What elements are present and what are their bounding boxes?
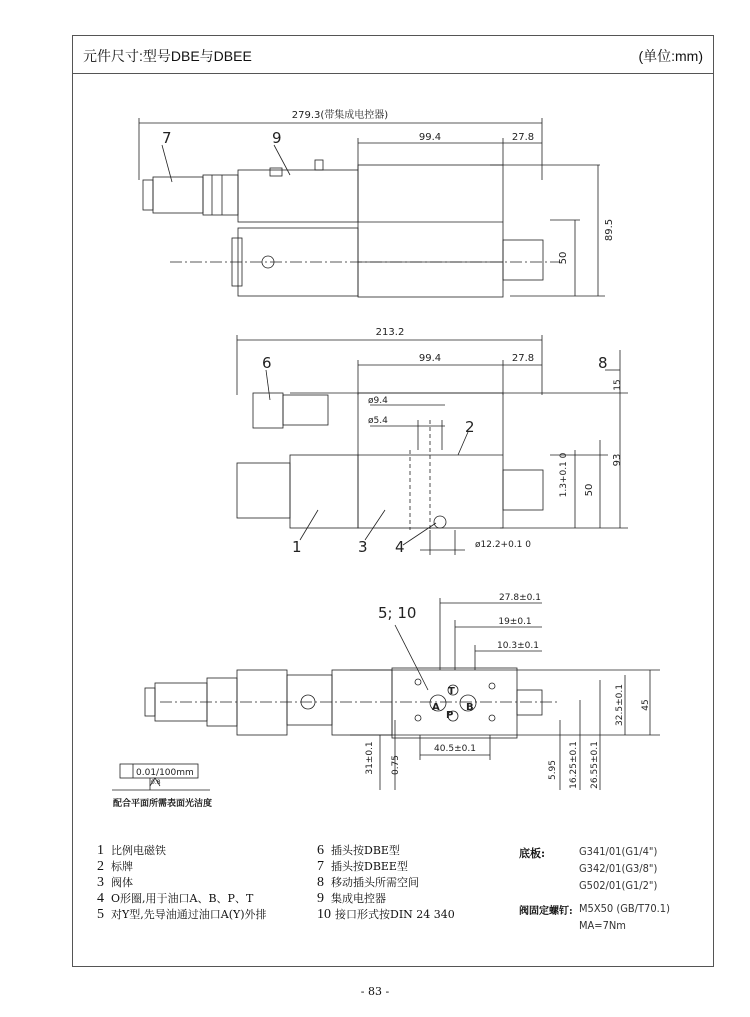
dim-overall: 279.3(带集成电控器) xyxy=(291,110,389,121)
torque-value: MA=7Nm xyxy=(579,919,626,932)
dim-99-4-mid: 99.4 xyxy=(418,353,442,364)
dim-5-95: 5.95 xyxy=(548,759,558,781)
screw-label: 阀固定螺钉: xyxy=(519,906,573,917)
dim-27-8-top: 27.8 xyxy=(511,132,535,143)
legend-item: 10 接口形式按DIN 24 340 xyxy=(317,907,455,922)
surface-note: 配合平面所需表面光洁度 xyxy=(113,799,213,809)
legend-item: 5 对Y型,先导油通过油口A(Y)外排 xyxy=(97,907,267,922)
legend-item: 8 移动插头所需空间 xyxy=(317,875,419,890)
dim-27-8-mid: 27.8 xyxy=(511,353,535,364)
dim-27-8-pm: 27.8±0.1 xyxy=(499,593,541,603)
dim-19: 19±0.1 xyxy=(498,617,532,627)
plate-value: G502/01(G1/2") xyxy=(579,879,658,892)
dim-32-5: 32.5±0.1 xyxy=(615,684,625,726)
dim-10-3: 10.3±0.1 xyxy=(497,641,539,651)
callout-4: 4 xyxy=(395,538,405,556)
legend-item: 1 比例电磁铁 xyxy=(97,843,166,858)
legend-item: 6 插头按DBE型 xyxy=(317,843,400,858)
dim-0-75: 0.75 xyxy=(391,754,401,776)
legend-left xyxy=(97,843,267,923)
legend-item: 7 插头按DBEE型 xyxy=(317,859,408,874)
callout-9: 9 xyxy=(272,129,282,147)
legend-item: 9 集成电控器 xyxy=(317,891,386,906)
dim-1-3: 1.3+0.1 0 xyxy=(559,452,569,498)
dim-89-5: 89.5 xyxy=(604,218,615,242)
callout-7: 7 xyxy=(162,129,172,147)
page-title: 元件尺寸:型号DBE与DBEE xyxy=(83,48,252,64)
callout-2: 2 xyxy=(465,418,475,436)
plate-value: G342/01(G3/8") xyxy=(579,862,658,875)
callout-1: 1 xyxy=(292,538,302,556)
dim-26-55: 26.55±0.1 xyxy=(590,741,600,789)
dim-93: 93 xyxy=(612,453,623,467)
roughness-value: 0.8 xyxy=(151,779,161,786)
page-number: - 83 - xyxy=(360,985,390,998)
callout-3: 3 xyxy=(358,538,368,556)
port-b: B xyxy=(466,702,474,713)
legend-right xyxy=(317,843,455,923)
dim-45: 45 xyxy=(641,699,651,711)
plate-label: 底板: xyxy=(519,847,546,860)
flatness-value: 0.01/100mm xyxy=(136,768,194,778)
callout-8: 8 xyxy=(598,354,608,372)
screw-value: M5X50 (GB/T70.1) xyxy=(579,902,670,915)
legend-item: 3 阀体 xyxy=(97,875,133,890)
legend-item: 4 O形圈,用于油口A、B、P、T xyxy=(97,891,254,906)
dim-phi-5-4: ø5.4 xyxy=(368,416,388,426)
callout-6: 6 xyxy=(262,354,272,372)
dim-16-25: 16.25±0.1 xyxy=(569,741,579,789)
plate-value: G341/01(G1/4") xyxy=(579,845,658,858)
legend-item: 2 标牌 xyxy=(97,859,133,874)
port-p: P xyxy=(446,710,454,721)
view-top-dbee xyxy=(139,118,605,297)
port-t: T xyxy=(448,686,455,697)
dim-40-5: 40.5±0.1 xyxy=(434,744,476,754)
dim-15: 15 xyxy=(613,379,623,391)
callout-5-10: 5; 10 xyxy=(378,604,417,622)
unit-label: (单位:mm) xyxy=(638,48,703,64)
dim-50-top: 50 xyxy=(558,251,569,265)
dim-phi-12-2: ø12.2+0.1 0 xyxy=(475,540,531,550)
dim-99-4-top: 99.4 xyxy=(418,132,442,143)
dim-31: 31±0.1 xyxy=(365,741,375,775)
dim-phi-9-4: ø9.4 xyxy=(368,396,388,406)
dim-213-2: 213.2 xyxy=(375,327,405,338)
view-side-dbe xyxy=(237,335,628,555)
dim-50-mid: 50 xyxy=(584,483,595,497)
port-a: A xyxy=(432,702,440,713)
